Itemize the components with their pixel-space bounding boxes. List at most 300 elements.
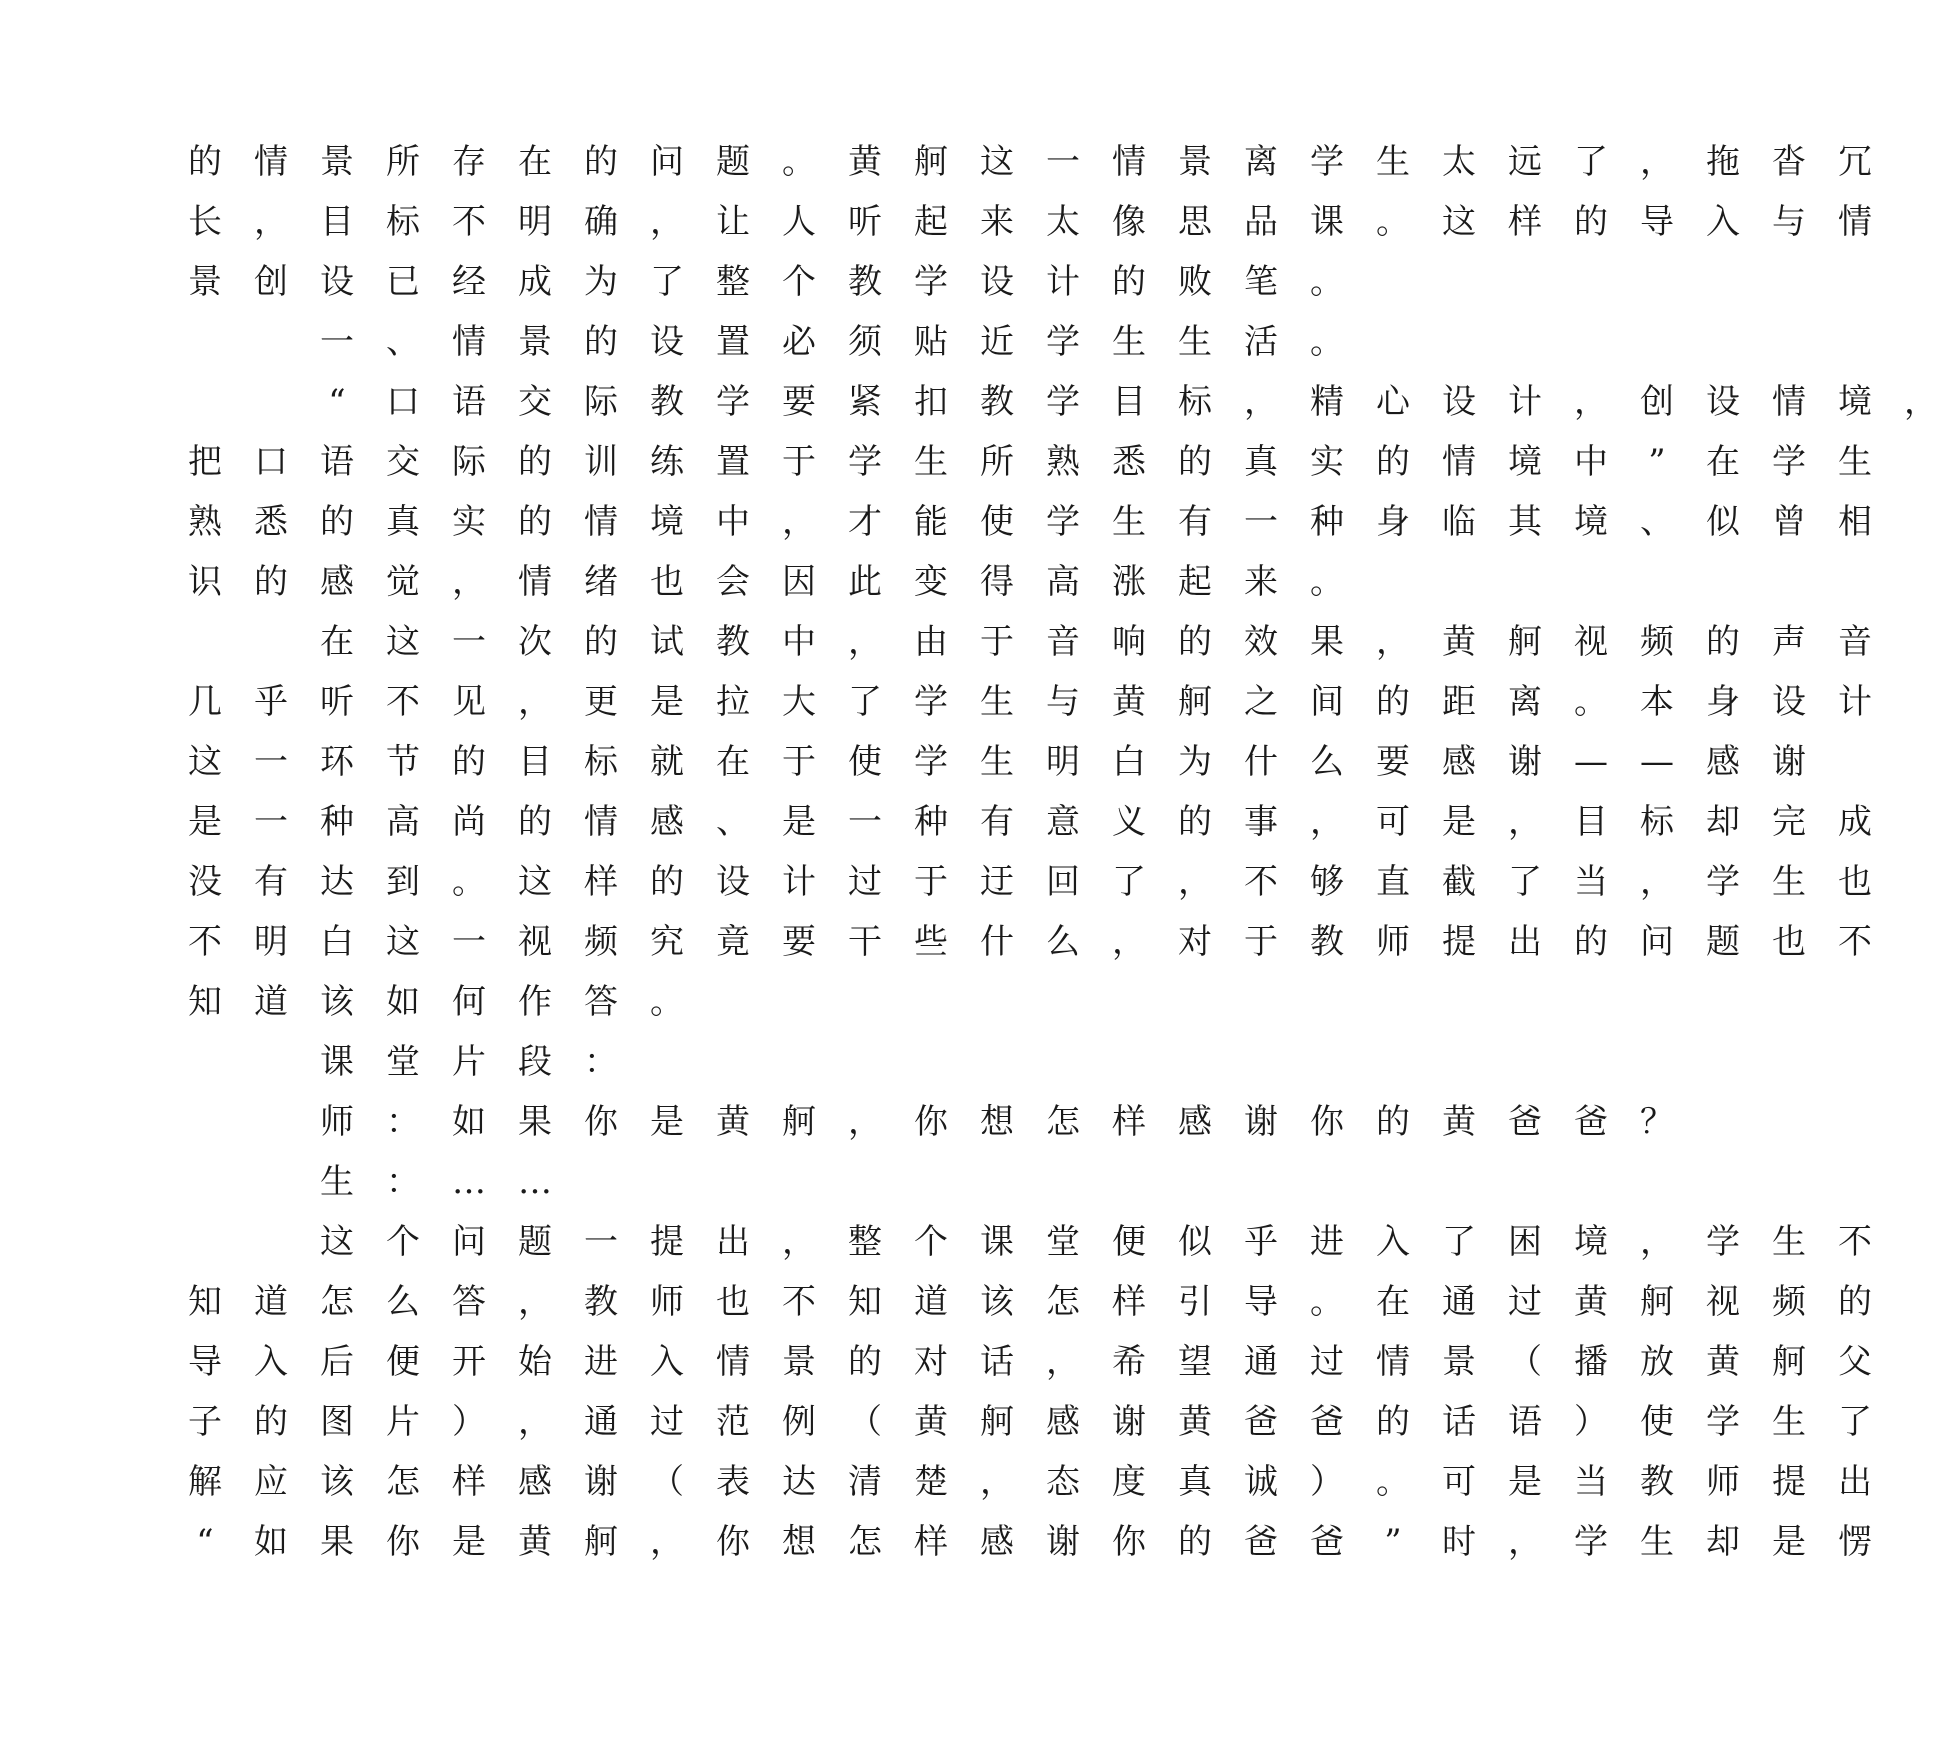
glyph: 离 xyxy=(1508,682,1542,722)
glyph: 够 xyxy=(1310,862,1344,902)
glyph: 学 xyxy=(914,682,948,722)
glyph: 可 xyxy=(1376,802,1410,842)
glyph: 的 xyxy=(518,442,552,482)
glyph: 的 xyxy=(1112,262,1146,302)
glyph: 是 xyxy=(782,802,816,842)
glyph: 后 xyxy=(320,1342,354,1382)
glyph: 望 xyxy=(1178,1342,1212,1382)
glyph: 学 xyxy=(914,742,948,782)
glyph: 什 xyxy=(1244,742,1278,782)
glyph: 什 xyxy=(980,922,1014,962)
glyph: 的 xyxy=(1376,1102,1410,1142)
glyph: 交 xyxy=(518,382,552,422)
glyph: 解 xyxy=(188,1462,222,1502)
glyph: 心 xyxy=(1376,382,1410,422)
text-line xyxy=(172,972,700,1032)
glyph: 道 xyxy=(914,1282,948,1322)
glyph: ， xyxy=(254,202,288,242)
glyph: ， xyxy=(1046,1342,1080,1382)
glyph: 的 xyxy=(1376,682,1410,722)
glyph: ， xyxy=(452,562,486,602)
glyph: 义 xyxy=(1112,802,1146,842)
glyph: 可 xyxy=(1442,1462,1476,1502)
glyph: ， xyxy=(518,1282,552,1322)
glyph: 这 xyxy=(320,1222,354,1262)
glyph: 学 xyxy=(1706,1402,1740,1442)
glyph: 舸 xyxy=(1178,682,1212,722)
glyph: 想 xyxy=(980,1102,1014,1142)
glyph: 教 xyxy=(1640,1462,1674,1502)
glyph: 怎 xyxy=(848,1522,882,1562)
glyph: ， xyxy=(1904,382,1938,422)
glyph: 设 xyxy=(980,262,1014,302)
glyph: 竟 xyxy=(716,922,750,962)
glyph: 环 xyxy=(320,742,354,782)
glyph: 出 xyxy=(716,1222,750,1262)
glyph: 语 xyxy=(1508,1402,1542,1442)
glyph: 扣 xyxy=(914,382,948,422)
glyph: 黄 xyxy=(848,142,882,182)
glyph: 标 xyxy=(584,742,618,782)
glyph: 次 xyxy=(518,622,552,662)
glyph: 音 xyxy=(1046,622,1080,662)
glyph: 进 xyxy=(584,1342,618,1382)
glyph: 堂 xyxy=(386,1042,420,1082)
glyph: 生 xyxy=(1112,502,1146,542)
glyph: 的 xyxy=(518,502,552,542)
glyph: 似 xyxy=(1178,1222,1212,1262)
glyph: 放 xyxy=(1640,1342,1674,1382)
glyph: 中 xyxy=(716,502,750,542)
glyph: 学 xyxy=(716,382,750,422)
glyph: 情 xyxy=(1376,1342,1410,1382)
glyph: 活 xyxy=(1244,322,1278,362)
glyph: 是 xyxy=(1508,1462,1542,1502)
glyph: 直 xyxy=(1376,862,1410,902)
glyph: 这 xyxy=(188,742,222,782)
glyph: 于 xyxy=(782,742,816,782)
glyph: “ xyxy=(196,1522,214,1562)
glyph: 怎 xyxy=(320,1282,354,1322)
glyph: 却 xyxy=(1706,802,1740,842)
glyph: 因 xyxy=(782,562,816,602)
glyph: 之 xyxy=(1244,682,1278,722)
glyph: 创 xyxy=(1640,382,1674,422)
glyph: 标 xyxy=(1640,802,1674,842)
glyph: 明 xyxy=(254,922,288,962)
glyph: 堂 xyxy=(1046,1222,1080,1262)
glyph: 实 xyxy=(1310,442,1344,482)
glyph: 个 xyxy=(914,1222,948,1262)
glyph: 表 xyxy=(716,1462,750,1502)
section-heading xyxy=(304,312,1360,372)
glyph: 是 xyxy=(1772,1522,1806,1562)
glyph: 却 xyxy=(1706,1522,1740,1562)
glyph: 题 xyxy=(1706,922,1740,962)
glyph: 情 xyxy=(584,502,618,542)
glyph: 话 xyxy=(1442,1402,1476,1442)
glyph: 品 xyxy=(1244,202,1278,242)
glyph: 一 xyxy=(584,1222,618,1262)
glyph: 相 xyxy=(1838,502,1872,542)
glyph: 感 xyxy=(1178,1102,1212,1142)
glyph: 境 xyxy=(1574,502,1608,542)
glyph: 口 xyxy=(254,442,288,482)
glyph: 通 xyxy=(584,1402,618,1442)
glyph: 答 xyxy=(452,1282,486,1322)
glyph: 爸 xyxy=(1310,1402,1344,1442)
glyph: 是 xyxy=(650,1102,684,1142)
glyph: 人 xyxy=(782,202,816,242)
glyph: 舸 xyxy=(584,1522,618,1562)
glyph: … xyxy=(518,1162,552,1202)
glyph: 沓 xyxy=(1772,142,1806,182)
glyph: 如 xyxy=(254,1522,288,1562)
glyph: 希 xyxy=(1112,1342,1146,1382)
glyph: 感 xyxy=(1706,742,1740,782)
glyph: 设 xyxy=(716,862,750,902)
glyph: ， xyxy=(1112,922,1146,962)
glyph: 果 xyxy=(320,1522,354,1562)
glyph: 设 xyxy=(1772,682,1806,722)
glyph: 的 xyxy=(1178,802,1212,842)
glyph: 问 xyxy=(452,1222,486,1262)
glyph: 学 xyxy=(848,442,882,482)
glyph: 感 xyxy=(1442,742,1476,782)
glyph: ， xyxy=(1376,622,1410,662)
glyph: 的 xyxy=(254,1402,288,1442)
glyph: 究 xyxy=(650,922,684,962)
glyph: 会 xyxy=(716,562,750,602)
glyph: 谢 xyxy=(1508,742,1542,782)
glyph: 样 xyxy=(1112,1102,1146,1142)
glyph: ， xyxy=(782,1222,816,1262)
glyph: 你 xyxy=(584,1102,618,1142)
glyph: 一 xyxy=(254,802,288,842)
glyph: 截 xyxy=(1442,862,1476,902)
glyph: ， xyxy=(980,1462,1014,1502)
glyph: 有 xyxy=(254,862,288,902)
glyph: ， xyxy=(1574,382,1608,422)
glyph: 起 xyxy=(914,202,948,242)
glyph: 。 xyxy=(1574,682,1608,722)
glyph: 引 xyxy=(1178,1282,1212,1322)
glyph: 也 xyxy=(716,1282,750,1322)
glyph: 尚 xyxy=(452,802,486,842)
glyph: 此 xyxy=(848,562,882,602)
glyph: 的 xyxy=(320,502,354,542)
glyph: 入 xyxy=(254,1342,288,1382)
glyph: 让 xyxy=(716,202,750,242)
glyph: 时 xyxy=(1442,1522,1476,1562)
glyph: 学 xyxy=(1574,1522,1608,1562)
text-line xyxy=(304,612,1888,672)
glyph: 悉 xyxy=(1112,442,1146,482)
glyph: 开 xyxy=(452,1342,486,1382)
glyph: ： xyxy=(584,1042,618,1082)
glyph: 成 xyxy=(518,262,552,302)
glyph: 有 xyxy=(1178,502,1212,542)
glyph: 怎 xyxy=(1046,1102,1080,1142)
glyph: 样 xyxy=(1508,202,1542,242)
glyph: 的 xyxy=(518,802,552,842)
glyph: 便 xyxy=(386,1342,420,1382)
glyph: 知 xyxy=(848,1282,882,1322)
glyph: 计 xyxy=(1838,682,1872,722)
glyph: ） xyxy=(1574,1402,1608,1442)
glyph: 师 xyxy=(650,1282,684,1322)
glyph: 境 xyxy=(1838,382,1872,422)
glyph: 了 xyxy=(1112,862,1146,902)
glyph: 情 xyxy=(1112,142,1146,182)
glyph: 、 xyxy=(386,322,420,362)
glyph: 这 xyxy=(518,862,552,902)
glyph: 视 xyxy=(1706,1282,1740,1322)
glyph: 能 xyxy=(914,502,948,542)
glyph: 在 xyxy=(1706,442,1740,482)
glyph: 知 xyxy=(188,982,222,1022)
glyph: 作 xyxy=(518,982,552,1022)
glyph: 的 xyxy=(1178,442,1212,482)
glyph: 不 xyxy=(188,922,222,962)
glyph: 你 xyxy=(716,1522,750,1562)
glyph: 熟 xyxy=(1046,442,1080,482)
glyph: 出 xyxy=(1838,1462,1872,1502)
glyph: ， xyxy=(782,502,816,542)
glyph: 爸 xyxy=(1310,1522,1344,1562)
glyph: 情 xyxy=(716,1342,750,1382)
glyph: 响 xyxy=(1112,622,1146,662)
glyph: 不 xyxy=(782,1282,816,1322)
glyph: 爸 xyxy=(1574,1102,1608,1142)
glyph: 也 xyxy=(1838,862,1872,902)
text-line xyxy=(172,912,1888,972)
glyph: 怎 xyxy=(386,1462,420,1502)
glyph: 提 xyxy=(1442,922,1476,962)
glyph: 知 xyxy=(188,1282,222,1322)
glyph: ） xyxy=(1310,1462,1344,1502)
glyph: 个 xyxy=(386,1222,420,1262)
glyph: 确 xyxy=(584,202,618,242)
glyph: 课 xyxy=(980,1222,1014,1262)
glyph: 意 xyxy=(1046,802,1080,842)
glyph: 、 xyxy=(1640,502,1674,542)
glyph: 标 xyxy=(386,202,420,242)
glyph: 的 xyxy=(584,322,618,362)
glyph: 提 xyxy=(1772,1462,1806,1502)
glyph: 目 xyxy=(1574,802,1608,842)
glyph: 与 xyxy=(1046,682,1080,722)
glyph: 的 xyxy=(584,142,618,182)
glyph: 当 xyxy=(1574,1462,1608,1502)
glyph: 干 xyxy=(848,922,882,962)
glyph: 真 xyxy=(386,502,420,542)
glyph: 离 xyxy=(1244,142,1278,182)
glyph: 在 xyxy=(716,742,750,782)
text-line xyxy=(172,852,1888,912)
glyph: 舸 xyxy=(980,1402,1014,1442)
glyph: 不 xyxy=(452,202,486,242)
glyph: 更 xyxy=(584,682,618,722)
glyph: 是 xyxy=(1442,802,1476,842)
glyph: 存 xyxy=(452,142,486,182)
glyph: 在 xyxy=(1376,1282,1410,1322)
glyph: 。 xyxy=(782,142,816,182)
glyph: 的 xyxy=(1178,1522,1212,1562)
glyph: 学 xyxy=(1046,502,1080,542)
student-dialogue-line xyxy=(304,1152,568,1212)
glyph: 不 xyxy=(1838,1222,1872,1262)
glyph: 感 xyxy=(980,1522,1014,1562)
glyph: 长 xyxy=(188,202,222,242)
glyph: （ xyxy=(848,1402,882,1442)
text-line xyxy=(304,372,1954,432)
glyph: 。 xyxy=(1310,562,1344,602)
glyph: 学 xyxy=(1706,862,1740,902)
glyph: 片 xyxy=(386,1402,420,1442)
glyph: 间 xyxy=(1310,682,1344,722)
classroom-excerpt-label xyxy=(304,1032,634,1092)
glyph: 高 xyxy=(1046,562,1080,602)
glyph: 感 xyxy=(518,1462,552,1502)
glyph: 这 xyxy=(1442,202,1476,242)
glyph: 是 xyxy=(188,802,222,842)
glyph: 才 xyxy=(848,502,882,542)
glyph: 目 xyxy=(518,742,552,782)
glyph: 置 xyxy=(716,322,750,362)
glyph: 种 xyxy=(1310,502,1344,542)
glyph: 师 xyxy=(1376,922,1410,962)
glyph: 种 xyxy=(320,802,354,842)
text-line xyxy=(172,1452,1888,1512)
glyph: 教 xyxy=(848,262,882,302)
glyph: 其 xyxy=(1508,502,1542,542)
glyph: 见 xyxy=(452,682,486,722)
glyph: 么 xyxy=(386,1282,420,1322)
glyph: 整 xyxy=(716,262,750,302)
glyph: 怎 xyxy=(1046,1282,1080,1322)
glyph: 道 xyxy=(254,982,288,1022)
glyph: 节 xyxy=(386,742,420,782)
glyph: 频 xyxy=(1772,1282,1806,1322)
glyph: 生 xyxy=(1112,322,1146,362)
glyph: 境 xyxy=(650,502,684,542)
glyph: 频 xyxy=(584,922,618,962)
glyph: 父 xyxy=(1838,1342,1872,1382)
glyph: 在 xyxy=(320,622,354,662)
glyph: 通 xyxy=(1442,1282,1476,1322)
glyph: 境 xyxy=(1508,442,1542,482)
glyph: 绪 xyxy=(584,562,618,602)
glyph: 为 xyxy=(584,262,618,302)
glyph: 过 xyxy=(848,862,882,902)
glyph: 。 xyxy=(1376,1462,1410,1502)
glyph: 困 xyxy=(1508,1222,1542,1262)
glyph: 达 xyxy=(320,862,354,902)
text-line xyxy=(172,252,1360,312)
glyph: 的 xyxy=(254,562,288,602)
glyph: 该 xyxy=(320,1462,354,1502)
glyph: 一 xyxy=(1244,502,1278,542)
glyph: ） xyxy=(452,1402,486,1442)
glyph: 道 xyxy=(254,1282,288,1322)
glyph: 景 xyxy=(782,1342,816,1382)
glyph: 黄 xyxy=(1706,1342,1740,1382)
glyph: 过 xyxy=(1508,1282,1542,1322)
glyph: 要 xyxy=(782,922,816,962)
glyph: 的 xyxy=(584,622,618,662)
glyph: 乎 xyxy=(1244,1222,1278,1262)
glyph: ： xyxy=(386,1102,420,1142)
glyph: 该 xyxy=(320,982,354,1022)
glyph: 设 xyxy=(650,322,684,362)
glyph: 必 xyxy=(782,322,816,362)
glyph: ， xyxy=(848,1102,882,1142)
glyph: 白 xyxy=(320,922,354,962)
glyph: 冗 xyxy=(1838,142,1872,182)
glyph: 视 xyxy=(518,922,552,962)
glyph: ， xyxy=(518,682,552,722)
glyph: 实 xyxy=(452,502,486,542)
glyph: 么 xyxy=(1046,922,1080,962)
glyph: ， xyxy=(650,202,684,242)
glyph: 熟 xyxy=(188,502,222,542)
glyph: 样 xyxy=(1112,1282,1146,1322)
glyph: 些 xyxy=(914,922,948,962)
glyph: 使 xyxy=(980,502,1014,542)
glyph: 黄 xyxy=(1574,1282,1608,1322)
glyph: 一 xyxy=(452,622,486,662)
glyph: 际 xyxy=(584,382,618,422)
glyph: 一 xyxy=(320,322,354,362)
glyph: 视 xyxy=(1574,622,1608,662)
glyph: 也 xyxy=(1772,922,1806,962)
glyph: ： xyxy=(386,1162,420,1202)
glyph: 设 xyxy=(320,262,354,302)
glyph: 生 xyxy=(1772,862,1806,902)
glyph: ， xyxy=(1508,802,1542,842)
glyph: 败 xyxy=(1178,262,1212,302)
glyph: 谢 xyxy=(1112,1402,1146,1442)
glyph: 清 xyxy=(848,1462,882,1502)
glyph: 。 xyxy=(1376,202,1410,242)
glyph: 师 xyxy=(1706,1462,1740,1502)
glyph: 学 xyxy=(1310,142,1344,182)
glyph: 当 xyxy=(1574,862,1608,902)
glyph: … xyxy=(452,1162,486,1202)
glyph: 来 xyxy=(980,202,1014,242)
glyph: 是 xyxy=(650,682,684,722)
glyph: 生 xyxy=(1178,322,1212,362)
glyph: 经 xyxy=(452,262,486,302)
glyph: 使 xyxy=(848,742,882,782)
glyph: 近 xyxy=(980,322,1014,362)
glyph: 题 xyxy=(518,1222,552,1262)
glyph: 教 xyxy=(584,1282,618,1322)
glyph: 黄 xyxy=(1178,1402,1212,1442)
glyph: 黄 xyxy=(1112,682,1146,722)
glyph: 完 xyxy=(1772,802,1806,842)
glyph: 过 xyxy=(1310,1342,1344,1382)
glyph: 语 xyxy=(320,442,354,482)
glyph: 段 xyxy=(518,1042,552,1082)
glyph: 效 xyxy=(1244,622,1278,662)
glyph: ， xyxy=(1310,802,1344,842)
glyph: 练 xyxy=(650,442,684,482)
glyph: 的 xyxy=(1376,442,1410,482)
glyph: 使 xyxy=(1640,1402,1674,1442)
glyph: 提 xyxy=(650,1222,684,1262)
